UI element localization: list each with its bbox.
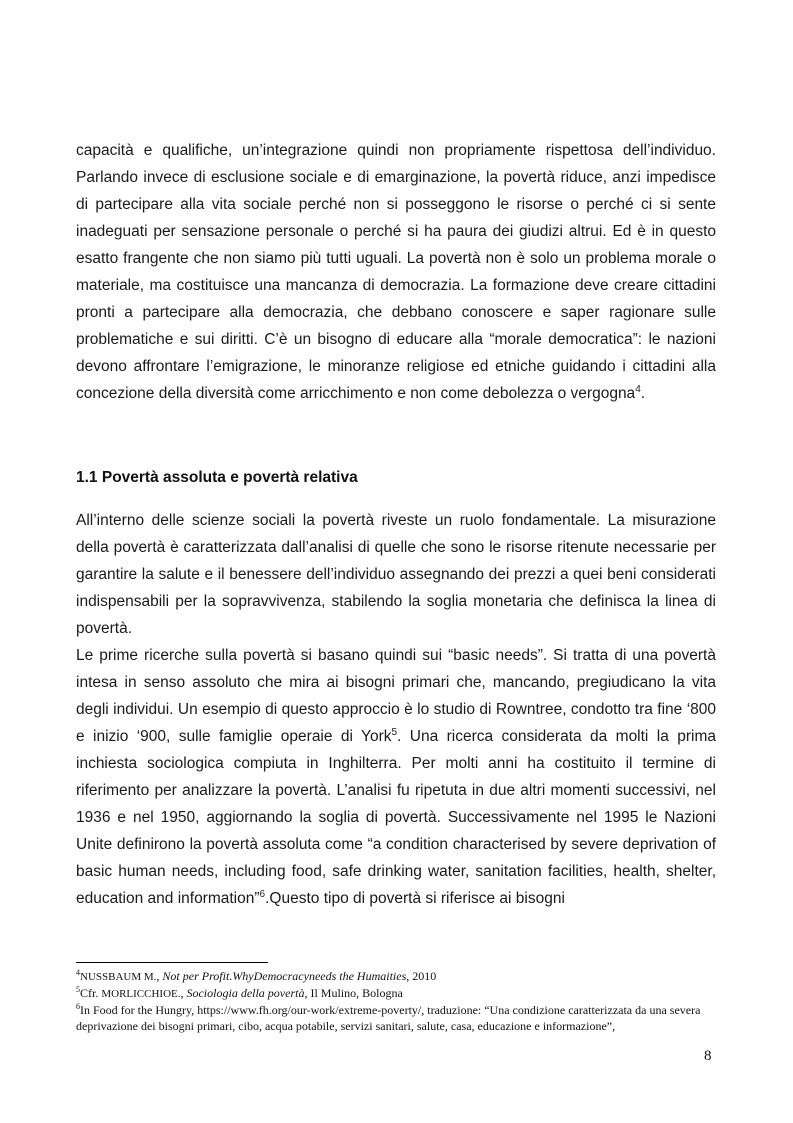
body-paragraph-1 xyxy=(76,137,716,407)
footnote-ref-4[interactable]: 4 xyxy=(635,383,641,395)
footnote-4 xyxy=(76,968,716,985)
footnote-ref-6[interactable]: 6 xyxy=(259,888,266,900)
footnote-5-title: Sociologia della povertà xyxy=(186,986,305,1000)
footnote-5-sep: , xyxy=(180,986,187,1000)
paragraph-2-part-2 xyxy=(76,642,716,912)
footnote-6-number: 6 xyxy=(76,1002,80,1011)
footnote-5-rest: , Il Mulino, Bologna xyxy=(304,986,403,1000)
footnote-4-number: 4 xyxy=(76,968,80,977)
section-heading: 1.1 Povertà assoluta e povertà relativa xyxy=(76,469,358,486)
paragraph-2-text-c: .Questo tipo di povertà si riferisce ai bisogni xyxy=(265,890,565,907)
footnote-5-number: 5 xyxy=(76,985,80,994)
footnote-6 xyxy=(76,1002,716,1034)
footnote-separator xyxy=(76,962,268,963)
paragraph-2-part-1: All’interno delle scienze sociali la povertà riveste un ruolo fondamentale. La misurazione della povertà è caratterizzata dall’analisi di quelle che sono le risorse ritenute necessarie per garantire la salute e il benessere dell’individuo assegnando dei prezzi a quei beni considerati indispensabili per la sopravvivenza, stabilendo la soglia monetaria che definisca la linea di povertà. xyxy=(76,512,716,637)
footnote-5-prefix: Cfr. xyxy=(80,986,102,1000)
paragraph-2-text-a: Le prime ricerche sulla povertà si basano quindi sui “basic needs”. Si tratta di una povertà intesa in senso assoluto che mira ai bisogni primari che, mancando, pregiudicano la vita degli individui. Un esempio di questo approccio è lo studio di Rowntree, condotto tra fine ‘800 e inizio ‘900, sulle famiglie operaie di York xyxy=(76,647,716,745)
paragraph-1-tail: . xyxy=(640,385,646,402)
footnote-4-title: Not per Profit.WhyDemocracyneeds the Humaities xyxy=(162,969,407,983)
footnote-5-author: MORLICCHIOE. xyxy=(101,988,181,1000)
footnote-4-author: NUSSBAUM M. xyxy=(80,971,157,983)
footnote-ref-5[interactable]: 5 xyxy=(391,726,398,738)
footnote-4-sep: , xyxy=(156,969,163,983)
body-paragraph-2 xyxy=(76,507,716,912)
footnote-4-rest: , 2010 xyxy=(406,969,437,983)
paragraph-1-text: capacità e qualifiche, un’integrazione quindi non propriamente rispettosa dell’individuo. Parlando invece di esclusione sociale e di emarginazione, la povertà riduce, anzi impedisce di partecipare alla vita sociale perché non si posseggono le risorse o perché ci si sente inadeguati per sensazione personale o perché si ha paura dei giudizi altrui. Ed è in questo esatto frangente che non siamo più tutti uguali. La povertà non è solo un problema morale o materiale, ma costituisce una mancanza di democrazia. La formazione deve creare cittadini pronti a partecipare alla democrazia, che debbano conoscere e saper ragionare sulle problematiche e sui diritti. C’è un bisogno di educare alla “morale democratica”: le nazioni devono affrontare l’emigrazione, le minoranze religiose ed etniche guidando i cittadini alla concezione della diversità come arricchimento e non come debolezza o vergogna xyxy=(76,142,716,402)
footnotes xyxy=(76,968,716,1034)
page-number: 8 xyxy=(704,1048,712,1064)
footnote-5 xyxy=(76,985,716,1002)
footnote-6-text: In Food for the Hungry, https://www.fh.org/our-work/extreme-poverty/, traduzione: “Una condizione caratterizzata da una severa deprivazione dei bisogni primari, cibo, acqua potabile, servizi sanitari, salute, casa, educazione e informazione”, xyxy=(76,1003,701,1033)
paragraph-2-text-b: . Una ricerca considerata da molti la prima inchiesta sociologica compiuta in Inghilterra. Per molti anni ha costituito il termine di riferimento per analizzare la povertà. L’analisi fu ripetuta in due altri momenti successivi, nel 1936 e nel 1950, aggiornando la soglia di povertà. Successivamente nel 1995 le Nazioni Unite definirono la povertà assoluta come “a condition characterised by severe deprivation of basic human needs, including food, safe drinking water, sanitation facilities, health, shelter, education and information” xyxy=(76,728,716,907)
